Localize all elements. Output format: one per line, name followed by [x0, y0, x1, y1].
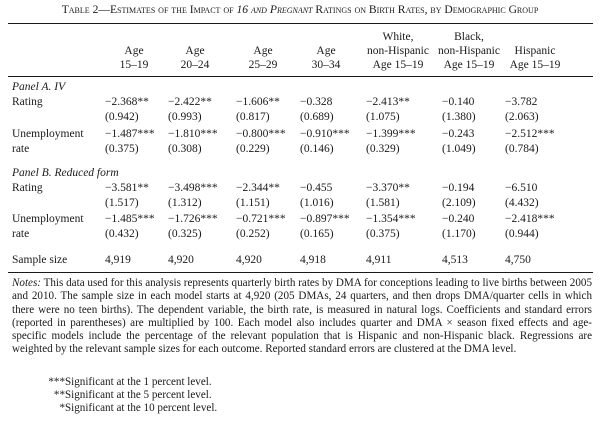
column-header-age-20-24-line3: 20–24: [180, 59, 210, 71]
panel-a-unemp-coef-age-25-29: −0.800***: [236, 128, 286, 140]
panel-b-rating-se-black-age-15-19: (2.109): [442, 197, 476, 209]
panel-b-unemp-se-age-25-29: (0.252): [236, 228, 270, 240]
sample-size-hispanic-age-15-19: 4,750: [505, 254, 531, 266]
column-header-age-25-29-line3: 25–29: [248, 59, 278, 71]
panel-b-unemp-se-white-age-15-19: (0.375): [366, 228, 400, 240]
panel-b-unemp-coef-age-15-19: −1.485***: [105, 213, 155, 225]
panel-b-rating-coef-age-15-19: −3.581**: [105, 182, 149, 194]
sig-stars-2: **: [53, 389, 65, 401]
column-header-age-15-19-line3: 15–19: [119, 59, 149, 71]
panel-b-rating-coef-age-20-24: −3.498***: [168, 182, 218, 194]
panel-a-rating-coef-age-25-29: −1.606**: [236, 96, 280, 108]
panel-a-unemp-coef-white-age-15-19: −1.399***: [366, 128, 416, 140]
column-header-hispanic-age-15-19-line2: Hispanic: [514, 45, 556, 57]
sample-size-age-25-29: 4,920: [236, 254, 262, 266]
panel-a-unemp-coef-age-30-34: −0.910***: [300, 128, 350, 140]
panel-b-rating-se-age-20-24: (1.312): [168, 197, 202, 209]
panel-a-rating-se-age-25-29: (0.817): [236, 111, 270, 123]
column-header-black-age-15-19-line1: Black,: [454, 31, 484, 43]
panel-a-rating-coef-age-15-19: −2.368**: [105, 96, 149, 108]
panel-b-rating-se-white-age-15-19: (1.581): [366, 197, 400, 209]
column-header-age-15-19-line2: Age: [124, 45, 144, 57]
panel-a-rating-coef-age-20-24: −2.422**: [168, 96, 212, 108]
panel-b-rating-coef-age-30-34: −0.455: [300, 182, 333, 194]
sig-text-3: Significant at the 10 percent level.: [65, 402, 218, 414]
notes-label: Notes:: [12, 277, 41, 289]
panel-a-rating-se-age-20-24: (0.993): [168, 111, 202, 123]
panel-a-rating-se-age-15-19: (0.942): [105, 111, 139, 123]
panel-a-unemp-coef-hispanic-age-15-19: −2.512***: [505, 128, 555, 140]
sample-size-age-20-24: 4,920: [168, 254, 194, 266]
panel-b-unemp-label: Unemployment: [12, 213, 84, 225]
sample-size-age-15-19: 4,919: [105, 254, 131, 266]
caption-show-title: 16 and Pregnant: [236, 3, 313, 16]
caption-suffix: Ratings on Birth Rates, by Demographic Group: [312, 3, 539, 16]
panel-a-rating-coef-hispanic-age-15-19: −3.782: [505, 96, 538, 108]
column-header-white-age-15-19-line1: White,: [382, 31, 414, 43]
column-header-black-age-15-19-line3: Age 15–19: [443, 59, 495, 71]
panel-a-rating-coef-white-age-15-19: −2.413**: [366, 96, 410, 108]
panel-a-unemp-coef-age-20-24: −1.810***: [168, 128, 218, 140]
panel-a-rating-label: Rating: [12, 96, 43, 108]
panel-b-unemp-coef-age-25-29: −0.721***: [236, 213, 286, 225]
sig-text-1: Significant at the 1 percent level.: [65, 376, 212, 388]
panel-a-rating-coef-black-age-15-19: −0.140: [442, 96, 475, 108]
sample-size-label: Sample size: [12, 254, 68, 266]
panel-a-unemp-se-age-15-19: (0.375): [105, 143, 139, 155]
table-caption: [0, 3, 600, 16]
panel-b-unemp-coef-black-age-15-19: −0.240: [442, 213, 475, 225]
panel-b-rating-coef-age-25-29: −2.344**: [236, 182, 280, 194]
column-header-white-age-15-19-line2: non-Hispanic: [367, 45, 429, 57]
header-rule: [8, 76, 593, 77]
panel-b-unemp-se-age-30-34: (0.165): [300, 228, 334, 240]
panel-a-rating-se-hispanic-age-15-19: (2.063): [505, 111, 539, 123]
panel-a-title: Panel A. IV: [12, 81, 66, 93]
sample-size-age-30-34: 4,918: [300, 254, 326, 266]
column-header-age-30-34-line2: Age: [316, 45, 336, 57]
column-header-white-age-15-19-line3: Age 15–19: [372, 59, 424, 71]
table-notes: [12, 277, 592, 357]
caption-prefix: Table 2—Estimates of the Impact of: [61, 3, 237, 16]
sample-size-white-age-15-19: 4,911: [366, 254, 392, 266]
panel-a-unemp-label-rate: rate: [12, 143, 30, 155]
panel-a-rating-coef-age-30-34: −0.328: [300, 96, 333, 108]
panel-b-rating-se-hispanic-age-15-19: (4.432): [505, 197, 539, 209]
panel-b-unemp-se-hispanic-age-15-19: (0.944): [505, 228, 539, 240]
panel-a-unemp-coef-age-15-19: −1.487***: [105, 128, 155, 140]
panel-a-rating-se-white-age-15-19: (1.075): [366, 111, 400, 123]
panel-b-rating-se-age-15-19: (1.517): [105, 197, 139, 209]
bottom-rule: [8, 272, 593, 273]
column-header-hispanic-age-15-19-line3: Age 15–19: [509, 59, 561, 71]
panel-a-unemp-se-age-20-24: (0.308): [168, 143, 202, 155]
sig-text-2: Significant at the 5 percent level.: [65, 389, 212, 401]
panel-b-unemp-coef-hispanic-age-15-19: −2.418***: [505, 213, 555, 225]
column-header-black-age-15-19-line2: non-Hispanic: [438, 45, 500, 57]
panel-b-rating-coef-white-age-15-19: −3.370**: [366, 182, 410, 194]
panel-b-title: Panel B. Reduced form: [12, 167, 119, 179]
panel-b-unemp-se-black-age-15-19: (1.170): [442, 228, 476, 240]
panel-a-rating-se-age-30-34: (0.689): [300, 111, 334, 123]
sample-size-black-age-15-19: 4,513: [442, 254, 468, 266]
panel-b-rating-coef-hispanic-age-15-19: −6.510: [505, 182, 538, 194]
sig-stars-1: ***: [48, 376, 65, 388]
panel-a-unemp-coef-black-age-15-19: −0.243: [442, 128, 475, 140]
top-rule: [8, 23, 593, 24]
panel-a-unemp-se-white-age-15-19: (0.329): [366, 143, 400, 155]
notes-text: This data used for this analysis represents quarterly birth rates by DMA for conceptions leading to live births between 2005 and 2010. The sample size in each model starts at 4,920 (205 DMAs, 24 quarters, and then drops DMA/quarter cells in which there were no teen births). The dependent variable, the birth rate, is measured in natural logs. Coefficients and standard errors (reported in parentheses) are multiplied by 100. Each model also includes quarter and DMA × season fixed effects and age-specific models include the percentage of the relevant population that is Hispanic and non-Hispanic black. Regressions are weighted by the relevant sample sizes for each outcome. Reported standard errors are clustered at the DMA level.: [12, 277, 592, 356]
column-header-age-20-24-line2: Age: [185, 45, 205, 57]
panel-a-unemp-se-hispanic-age-15-19: (0.784): [505, 143, 539, 155]
panel-b-rating-se-age-30-34: (1.016): [300, 197, 334, 209]
panel-b-unemp-label-rate: rate: [12, 228, 30, 240]
panel-a-unemp-se-black-age-15-19: (1.049): [442, 143, 476, 155]
panel-b-unemp-coef-age-20-24: −1.726***: [168, 213, 218, 225]
panel-b-rating-coef-black-age-15-19: −0.194: [442, 182, 475, 194]
panel-b-unemp-se-age-15-19: (0.432): [105, 228, 139, 240]
panel-b-unemp-coef-age-30-34: −0.897***: [300, 213, 350, 225]
panel-b-rating-se-age-25-29: (1.151): [236, 197, 270, 209]
sig-stars-3: *: [59, 402, 65, 414]
panel-b-unemp-coef-white-age-15-19: −1.354***: [366, 213, 416, 225]
panel-a-rating-se-black-age-15-19: (1.380): [442, 111, 476, 123]
panel-a-unemp-se-age-30-34: (0.146): [300, 143, 334, 155]
panel-a-unemp-label: Unemployment: [12, 128, 84, 140]
panel-b-rating-label: Rating: [12, 182, 43, 194]
column-header-age-25-29-line2: Age: [253, 45, 273, 57]
panel-b-unemp-se-age-20-24: (0.325): [168, 228, 202, 240]
panel-a-unemp-se-age-25-29: (0.229): [236, 143, 270, 155]
column-header-age-30-34-line3: 30–34: [311, 59, 341, 71]
